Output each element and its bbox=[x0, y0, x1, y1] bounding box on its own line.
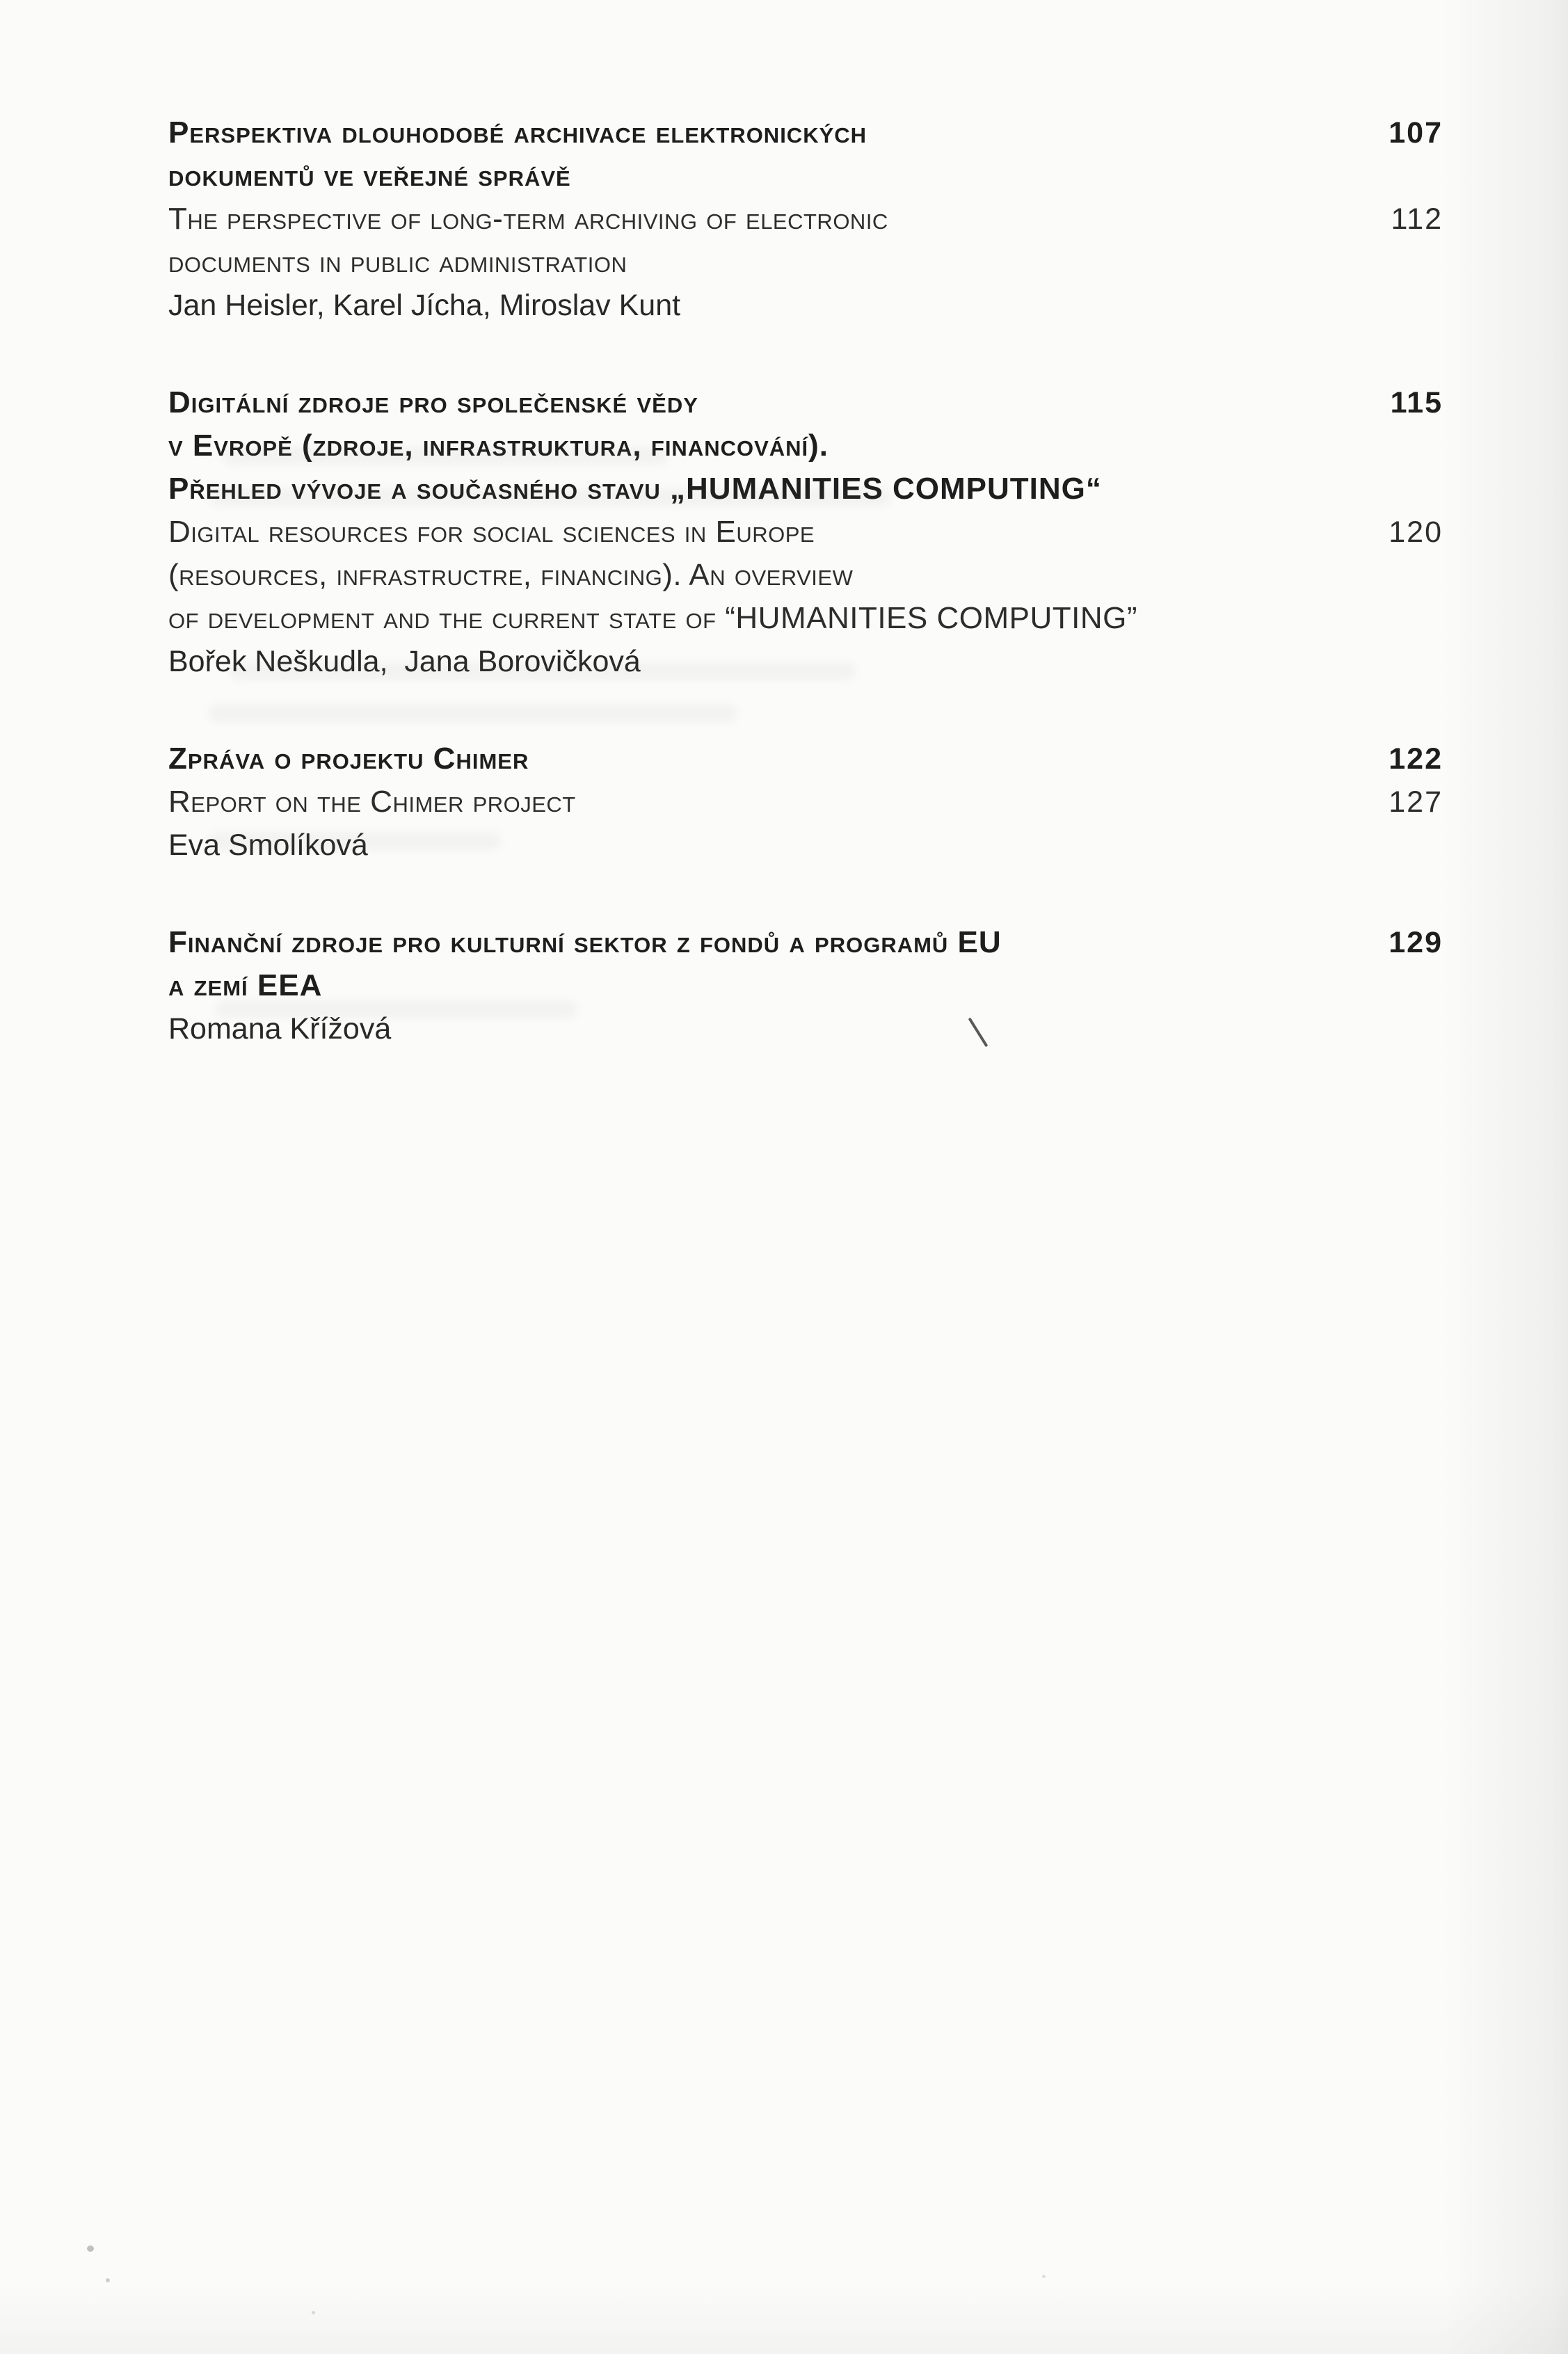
english-page-number: 120 bbox=[1389, 515, 1443, 549]
czech-title-line: v Evropě (zdroje, infrastruktura, financování). bbox=[168, 429, 829, 463]
showthrough-smudge bbox=[223, 447, 668, 465]
czech-page-number: 122 bbox=[1389, 742, 1443, 776]
english-page-number: 112 bbox=[1391, 202, 1443, 236]
showthrough-smudge bbox=[209, 832, 501, 850]
czech-title-line: dokumentů ve veřejné správě bbox=[168, 159, 571, 193]
english-title-line: Digital resources for social sciences in Europe bbox=[168, 515, 815, 549]
toc-entry bbox=[168, 921, 1443, 1050]
dust-speck bbox=[87, 2245, 94, 2252]
toc-entry bbox=[168, 111, 1443, 327]
authors-line: Bořek Neškudla, Jana Borovičková bbox=[168, 645, 641, 678]
authors-line: Jan Heisler, Karel Jícha, Miroslav Kunt bbox=[168, 289, 681, 322]
toc-content bbox=[168, 111, 1443, 1105]
czech-page-number: 129 bbox=[1389, 926, 1443, 959]
toc-entry bbox=[168, 381, 1443, 683]
dust-speck bbox=[1042, 2275, 1046, 2278]
showthrough-smudge bbox=[209, 488, 890, 506]
czech-title-line: a zemí EEA bbox=[168, 968, 323, 1002]
authors-line: Eva Smolíková bbox=[168, 828, 368, 862]
english-title-line: documents in public administration bbox=[168, 245, 627, 279]
czech-title-line: Digitální zdroje pro společenské vědy bbox=[168, 385, 698, 419]
dust-speck bbox=[106, 2278, 110, 2282]
english-title-line: (resources, infrastructre, financing). An overview bbox=[168, 558, 854, 592]
czech-title-line: Přehled vývoje a současného stavu „HUMANITIES COMPUTING“ bbox=[168, 472, 1102, 506]
czech-page-number: 107 bbox=[1389, 116, 1443, 150]
dust-speck bbox=[312, 2311, 315, 2314]
showthrough-smudge bbox=[209, 704, 737, 722]
czech-title-line: Finanční zdroje pro kulturní sektor z fondů a programů EU bbox=[168, 925, 1002, 959]
czech-title-line: Zpráva o projektu Chimer bbox=[168, 742, 529, 776]
english-title-line: Report on the Chimer project bbox=[168, 785, 576, 819]
english-title-line: The perspective of long-term archiving of electronic bbox=[168, 202, 888, 236]
showthrough-smudge bbox=[230, 662, 856, 680]
dust-speck bbox=[666, 304, 671, 307]
czech-page-number: 115 bbox=[1390, 386, 1443, 419]
english-title-line: of development and the current state of “HUMANITIES COMPUTING” bbox=[168, 601, 1137, 635]
english-page-number: 127 bbox=[1389, 785, 1443, 819]
showthrough-smudge bbox=[216, 1000, 577, 1018]
czech-title-line: Perspektiva dlouhodobé archivace elektronických bbox=[168, 115, 867, 150]
authors-line: Romana Křížová bbox=[168, 1012, 392, 1046]
